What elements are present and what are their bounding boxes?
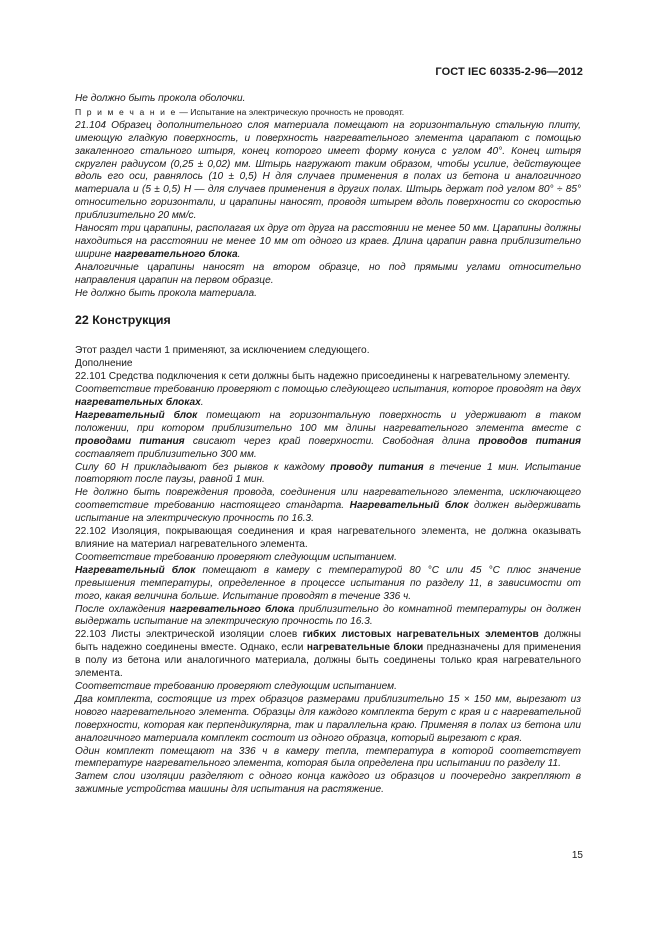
text-run: 22.103 Листы электрической изоляции слоев bbox=[75, 629, 303, 641]
clause-22-102: 22.102 Изоляция, покрывающая соединения и края нагревательного элемента, не должна оказывать влияние на материал нагревательного элемента. bbox=[75, 526, 581, 550]
paragraph: Аналогичные царапины наносят на втором образце, но под прямыми углами относительно направления царапин на первом образце. bbox=[75, 261, 581, 286]
paragraph: Затем слои изоляции разделяют с одного конца каждого из образцов и поочередно закрепляют в зажимные устройства машины для испытания на растяжение. bbox=[75, 771, 581, 796]
paragraph: Не должно быть прокола оболочки. bbox=[75, 93, 246, 104]
paragraph bbox=[75, 462, 581, 488]
clause-text: 21.104 Образец дополнительного слоя материала помещают на горизонтальную стальную плиту, имеющую гладкую поверхность, и поверхность нагревательного элемента царапают с помощью закаленного стального штыря, конец которого имеет форму конуса с углом 40°. Конец штыря скруглен радиусом (0,25 ± 0,02) мм. Штырь нагружают таким образом, чтобы усилие, действующее вдоль его оси, равнялось (10 ± 0,5) Н для случаев применения в полах из бетона и аналогичного материала и (5 ± 0,5) Н — для случаев применения в других полах. Штырь держат под углом 80° ÷ 85° относительно горизонтали, и царапины наносят, проводя штырем вдоль поверхности со скоростью приблизительно 20 мм/с. bbox=[75, 119, 581, 222]
note-label: П р и м е ч а н и е bbox=[75, 106, 177, 117]
clause-21-104 bbox=[75, 120, 581, 223]
text-run: в течение 1 мин. Испытание повторяют после паузы, равной 1 мин. bbox=[75, 461, 581, 486]
term-bold: Нагревательный блок bbox=[75, 409, 198, 421]
text-run: . bbox=[200, 397, 204, 409]
text-run: составляет приблизительно 300 мм. bbox=[75, 448, 257, 460]
document-body bbox=[75, 93, 581, 797]
paragraph: Не должно быть прокола материала. bbox=[75, 287, 257, 299]
text-run: . bbox=[237, 248, 241, 260]
text-run: должны быть надежно соединены вместе. Однако, если bbox=[75, 629, 581, 654]
text-run: Наносят три царапины, располагая их друг от друга на расстоянии не менее 50 мм. Царапины должны находиться на расстоянии не менее 10 мм от одного из краев. Длина царапин равна приблизительно ширине bbox=[75, 223, 581, 260]
paragraph: Два комплекта, состоящие из трех образцов размерами приблизительно 15 × 150 мм, вырезают из нового нагревательного элемента. Образцы для каждого комплекта берут с края и с нагревательной поверхности, которая как перпендикулярна, так и параллельна краю. Применяя в полах из бетона или аналогичного материала комплект состоит из одного образца, который вырезают с края. bbox=[75, 693, 581, 744]
paragraph bbox=[75, 565, 581, 604]
paragraph: Этот раздел части 1 применяют, за исключением следующего. bbox=[75, 345, 370, 357]
term-bold: нагревательных блоках bbox=[75, 397, 201, 409]
term-bold: проводов питания bbox=[478, 435, 582, 447]
note bbox=[75, 106, 581, 120]
text-run: Соответствие требованию проверяют с помощью следующего испытания, которое проводят на двух bbox=[75, 384, 581, 396]
paragraph: Соответствие требованию проверяют следующим испытанием. bbox=[75, 680, 397, 692]
section-heading: 22 Конструкция bbox=[75, 312, 171, 327]
text-run: Силу 60 Н прикладывают без рывков к каждому bbox=[75, 461, 331, 473]
clause-22-103 bbox=[75, 629, 581, 681]
text-run: Не должно быть повреждения провода, соединения или нагревательного элемента, исключающего соответствие требованию настоящего стандарта. bbox=[75, 487, 581, 512]
term-bold: нагревательного блока bbox=[114, 248, 238, 260]
text-run: должен выдерживать испытание на электрическую прочность по 16.3. bbox=[75, 500, 581, 525]
paragraph: Один комплект помещают на 336 ч в камеру тепла, температура в которой соответствует температуре нагревательного элемента, которая была определена при испытании по разделу 11. bbox=[75, 745, 581, 770]
term-bold: Нагревательный блок bbox=[349, 500, 469, 512]
page-number: 15 bbox=[571, 850, 583, 861]
term-bold: Нагревательный блок bbox=[75, 564, 196, 576]
paragraph: Соответствие требованию проверяют следующим испытанием. bbox=[75, 551, 397, 563]
text-run: приблизительно до комнатной температуры он должен выдержать испытание на электрическую прочность по 16.3. bbox=[75, 603, 581, 628]
clause-22-101: 22.101 Средства подключения к сети должны быть надежно присоединены к нагревательному элементу. bbox=[75, 371, 571, 383]
document-header: ГОСТ IEC 60335-2-96—2012 bbox=[435, 66, 583, 78]
paragraph bbox=[75, 384, 581, 410]
term-bold: проводами питания bbox=[75, 435, 185, 447]
paragraph bbox=[75, 604, 581, 630]
paragraph bbox=[75, 487, 581, 526]
text-run: помещают в камеру с температурой 80 °С или 45 °С плюс значение превышения температуры, определенное в процессе испытания по разделу 11, в зависимости от того, какая величина больше. Испытание проводят в течение 336 ч. bbox=[75, 564, 581, 602]
term-bold: гибких листовых нагревательных элементов bbox=[302, 629, 539, 641]
paragraph bbox=[75, 410, 581, 462]
text-run: После охлаждения bbox=[75, 603, 170, 615]
text-run: предназначены для применения в полу из бетона или аналогичного материала, должны быть соединены только края нагревательного элемента. bbox=[75, 642, 581, 680]
term-bold: нагревательные блоки bbox=[306, 642, 424, 654]
paragraph: Дополнение bbox=[75, 358, 133, 370]
term-bold: проводу питания bbox=[330, 461, 424, 473]
paragraph bbox=[75, 223, 581, 262]
note-text: — Испытание на электрическую прочность не проводят. bbox=[176, 106, 405, 117]
text-run: помещают на горизонтальную поверхность и удерживают в таком положении, при котором приблизительно 100 мм длины нагревательного элемента вместе с bbox=[75, 409, 581, 434]
text-run: свисают через край поверхности. Свободная длина bbox=[184, 435, 479, 447]
term-bold: нагревательного блока bbox=[169, 603, 295, 615]
